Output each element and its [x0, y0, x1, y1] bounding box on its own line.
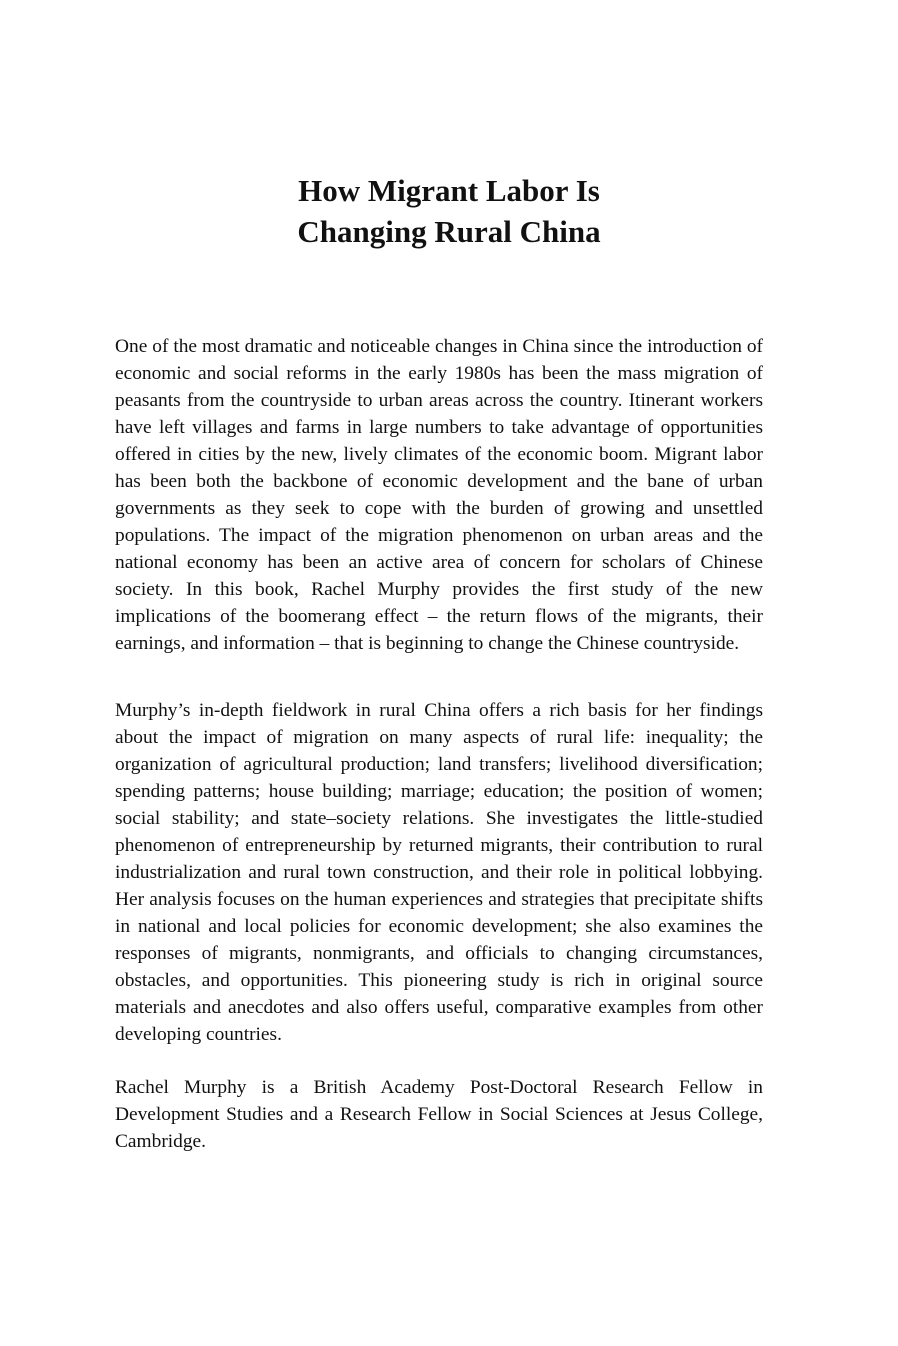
book-title [0, 170, 898, 252]
book-title-line-1: How Migrant Labor Is [298, 173, 600, 208]
description-paragraph-1: One of the most dramatic and noticeable changes in China since the introduction of economic and social reforms in the early 1980s has been the mass migration of peasants from the countryside to urban areas across the country. Itinerant workers have left villages and farms in large numbers to take advantage of opportunities offered in cities by the new, lively climates of the economic boom. Migrant labor has been both the backbone of economic development and the bane of urban governments as they seek to cope with the burden of growing and unsettled populations. The impact of the migration phenomenon on urban areas and the national economy has been an active area of concern for scholars of Chinese society. In this book, Rachel Murphy provides the first study of the new implications of the boomerang effect – the return flows of the migrants, their earnings, and information – that is beginning to change the Chinese countryside. [115, 336, 763, 654]
book-title-line-2: Changing Rural China [297, 214, 601, 249]
description-paragraph-2: Murphy’s in-depth fieldwork in rural China offers a rich basis for her findings about the impact of migration on many aspects of rural life: inequality; the organization of agricultural production; land transfers; livelihood diversification; spending patterns; house building; marriage; education; the position of women; social stability; and state–society relations. She investigates the little-studied phenomenon of entrepreneurship by returned migrants, their contribution to rural industrialization and rural town construction, and their role in political lobbying. Her analysis focuses on the human experiences and strategies that precipitate shifts in national and local policies for economic development; she also examines the responses of migrants, nonmigrants, and officials to changing circumstances, obstacles, and opportunities. This pioneering study is rich in original source materials and anecdotes and also offers useful, comparative examples from other developing countries. [115, 700, 763, 1045]
author-bio: Rachel Murphy is a British Academy Post-Doctoral Research Fellow in Development Studies and a Research Fellow in Social Sciences at Jesus College, Cambridge. [115, 1077, 763, 1152]
